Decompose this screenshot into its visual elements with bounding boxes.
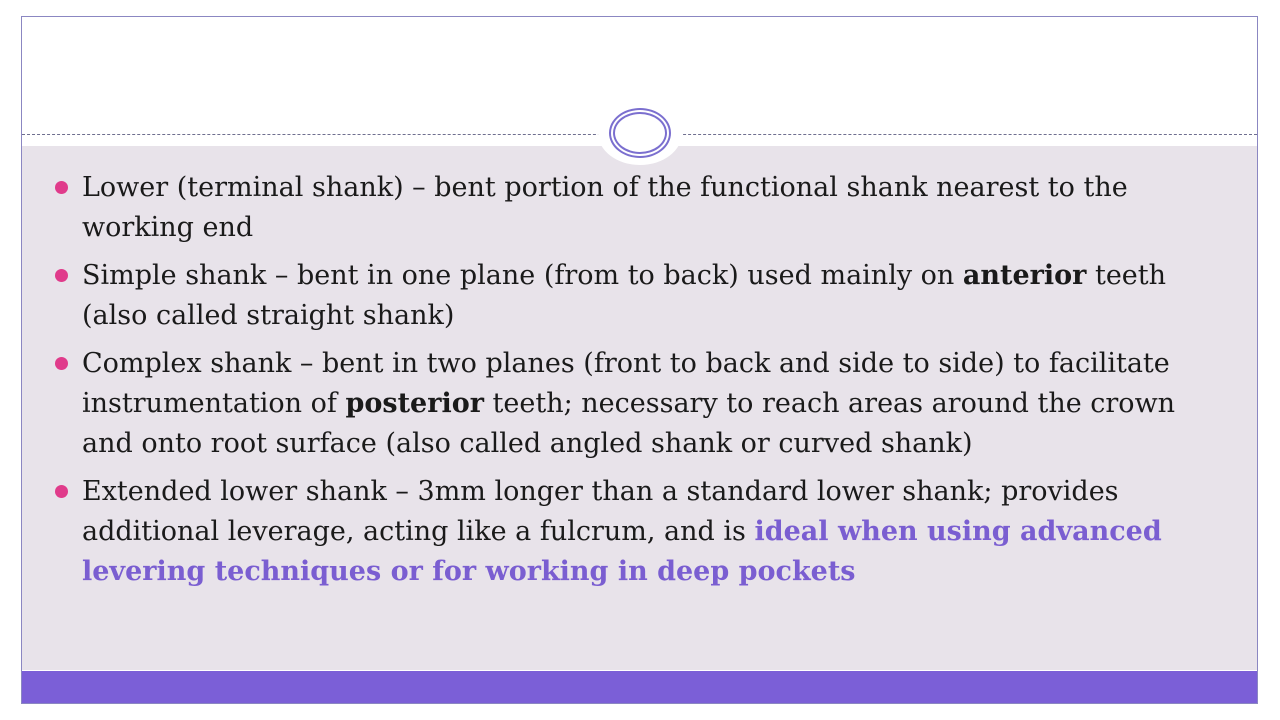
bullet-dot-icon: [55, 269, 68, 282]
bullet-text: Extended lower shank – 3mm longer than a standard lower shank; provides additional leverage, acting like a fulcrum, and is: [82, 476, 1119, 547]
bold-term: anterior: [962, 260, 1087, 291]
bullet-list: [55, 168, 1225, 600]
bullet-item: [55, 472, 1225, 592]
bullet-dot-icon: [55, 485, 68, 498]
bullet-text: teeth; necessary to reach areas around the crown and onto root surface (also called angled shank or curved shank): [82, 388, 1176, 459]
bullet-text: Complex shank – bent in two planes (front to back and side to side) to facilitate instrumentation of: [82, 348, 1170, 419]
bullet-text: teeth (also called straight shank): [82, 260, 1167, 331]
bullet-dot-icon: [55, 181, 68, 194]
bullet-item: [55, 256, 1225, 336]
bullet-text: Lower (terminal shank) – bent portion of the functional shank nearest to the working end: [82, 172, 1128, 243]
highlight-text: ideal when using advanced levering techniques or for working in deep pockets: [82, 516, 1162, 587]
bullet-item: [55, 168, 1225, 248]
divider-ornament-inner-ring: [613, 112, 667, 154]
bullet-item: [55, 344, 1225, 464]
bullet-text: Simple shank – bent in one plane (from to back) used mainly on: [82, 260, 963, 291]
bullet-dot-icon: [55, 357, 68, 370]
bold-term: posterior: [345, 388, 484, 419]
footer-bar: [22, 671, 1257, 703]
